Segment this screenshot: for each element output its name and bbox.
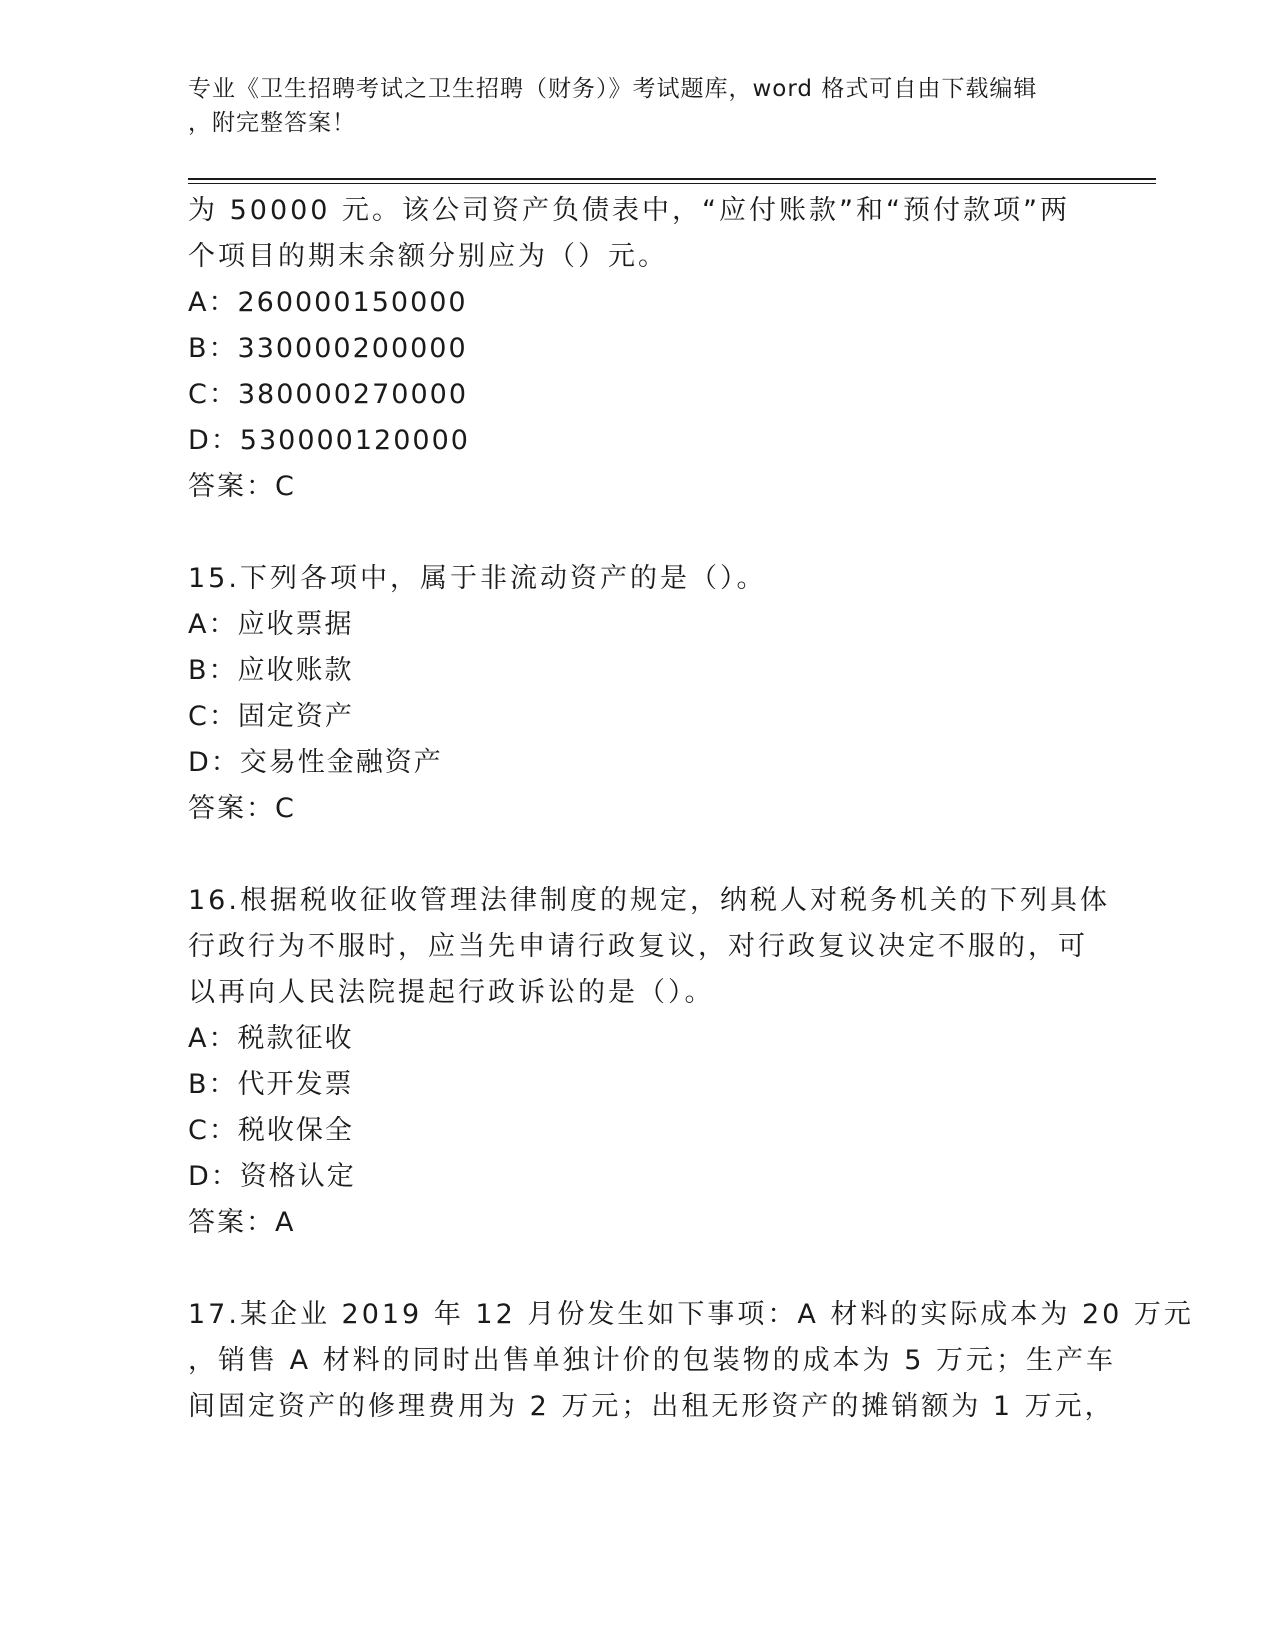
question-16 xyxy=(188,878,1110,1246)
option-b: B：代开发票 xyxy=(188,1069,354,1100)
option-d: D：530000120000 xyxy=(188,425,470,456)
option-a: A：税款征收 xyxy=(188,1023,354,1054)
header-divider-bottom xyxy=(188,183,1156,184)
question-text-line: 行政行为不服时，应当先申请行政复议，对行政复议决定不服的，可 xyxy=(188,931,1088,962)
answer-line: 答案：C xyxy=(188,471,296,502)
option-c: C：380000270000 xyxy=(188,379,468,410)
spacer xyxy=(188,510,1088,556)
spacer xyxy=(188,832,1088,878)
question-list xyxy=(188,188,1194,1430)
option-b: B：330000200000 xyxy=(188,333,468,364)
header-title-line-1: 专业《卫生招聘考试之卫生招聘（财务）》考试题库，word 格式可自由下载编辑 xyxy=(188,76,1038,102)
question-text-line: 17.某企业 2019 年 12 月份发生如下事项：A 材料的实际成本为 20 万元 xyxy=(188,1299,1194,1330)
option-a: A：应收票据 xyxy=(188,609,354,640)
option-c: C：固定资产 xyxy=(188,701,354,732)
question-text-line: 间固定资产的修理费用为 2 万元；出租无形资产的摊销额为 1 万元， xyxy=(188,1391,1115,1422)
question-14-continued xyxy=(188,188,1088,510)
header-title-line-2: ，附完整答案！ xyxy=(188,110,356,136)
option-c: C：税收保全 xyxy=(188,1115,354,1146)
answer-line: 答案：A xyxy=(188,1207,296,1238)
question-text-line: 个项目的期末余额分别应为（）元。 xyxy=(188,241,668,272)
document-header xyxy=(188,72,1088,140)
question-text-line: 15.下列各项中，属于非流动资产的是（）。 xyxy=(188,563,767,594)
question-text-line: 16.根据税收征收管理法律制度的规定，纳税人对税务机关的下列具体 xyxy=(188,885,1110,916)
option-d: D：资格认定 xyxy=(188,1161,356,1192)
question-text-line: ，销售 A 材料的同时出售单独计价的包装物的成本为 5 万元；生产车 xyxy=(188,1345,1116,1376)
question-17 xyxy=(188,1292,1194,1430)
spacer xyxy=(188,1246,1088,1292)
question-text-line: 为 50000 元。该公司资产负债表中，“应付账款”和“预付款项”两 xyxy=(188,195,1071,226)
option-b: B：应收账款 xyxy=(188,655,354,686)
header-divider-top xyxy=(188,178,1156,180)
option-a: A：260000150000 xyxy=(188,287,468,318)
question-15 xyxy=(188,556,1088,832)
answer-line: 答案：C xyxy=(188,793,296,824)
option-d: D：交易性金融资产 xyxy=(188,747,443,778)
question-text-line: 以再向人民法院提起行政诉讼的是（）。 xyxy=(188,977,715,1008)
